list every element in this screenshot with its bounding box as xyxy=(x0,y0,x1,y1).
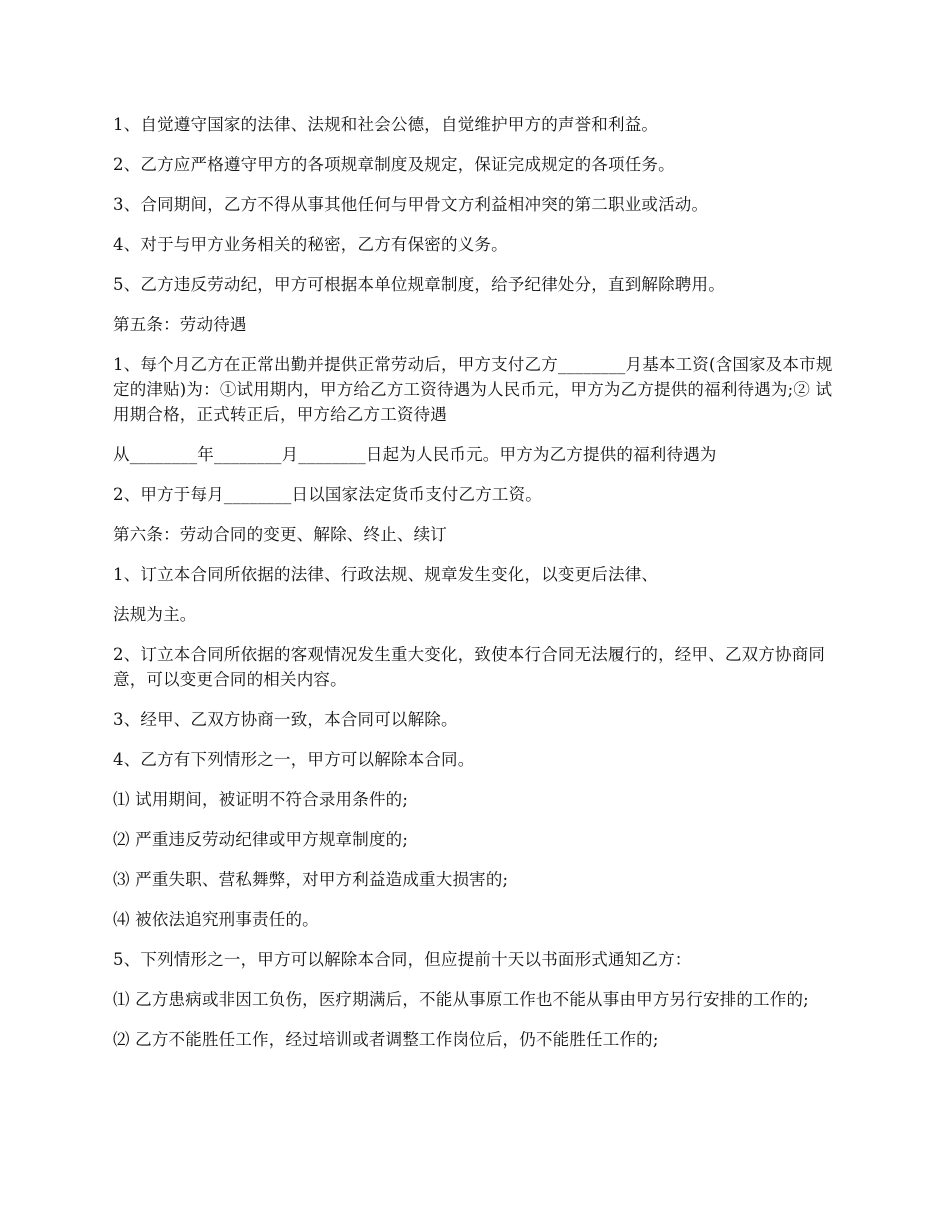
list-item-5-2: ⑵ 乙方不能胜任工作，经过培训或者调整工作岗位后，仍不能胜任工作的; xyxy=(113,1030,659,1049)
list-item-5-1: ⑴ 乙方患病或非因工负伤，医疗期满后，不能从事原工作也不能从事由甲方另行安排的工作的; xyxy=(113,990,809,1009)
paragraph-duty-2: 2、乙方应严格遵守甲方的各项规章制度及规定，保证完成规定的各项任务。 xyxy=(113,155,675,174)
paragraph-duty-3: 3、合同期间，乙方不得从事其他任何与甲骨文方利益相冲突的第二职业或活动。 xyxy=(113,195,709,214)
paragraph-salary-date: 从________年________月________日起为人民币元。甲方为乙方提供的福利待遇为 xyxy=(113,445,717,464)
paragraph-salary-1: 1、每个月乙方在正常出勤并提供正常劳动后，甲方支付乙方________月基本工资(含国家及本市规定的津贴)为：①试用期内，甲方给乙方工资待遇为人民币元，甲方为乙方提供的福利待遇为;② 试用期合格，正式转正后，甲方给乙方工资待遇 xyxy=(113,355,833,424)
section-heading-article-6: 第六条：劳动合同的变更、解除、终止、续订 xyxy=(113,525,447,544)
paragraph-change-1-cont: 法规为主。 xyxy=(113,605,197,624)
paragraph-salary-2: 2、甲方于每月________日以国家法定货币支付乙方工资。 xyxy=(113,485,542,504)
paragraph-change-2: 2、订立本合同所依据的客观情况发生重大变化，致使本行合同无法履行的，经甲、乙双方协商同意，可以变更合同的相关内容。 xyxy=(113,645,826,689)
list-item-4-4: ⑷ 被依法追究刑事责任的。 xyxy=(113,910,319,929)
section-heading-article-5: 第五条：劳动待遇 xyxy=(113,315,247,334)
paragraph-change-3: 3、经甲、乙双方协商一致，本合同可以解除。 xyxy=(113,710,458,729)
paragraph-change-1: 1、订立本合同所依据的法律、行政法规、规章发生变化，以变更后法律、 xyxy=(113,565,659,584)
paragraph-change-4: 4、乙方有下列情形之一，甲方可以解除本合同。 xyxy=(113,750,475,769)
list-item-4-2: ⑵ 严重违反劳动纪律或甲方规章制度的; xyxy=(113,830,409,849)
paragraph-change-5: 5、下列情形之一，甲方可以解除本合同，但应提前十天以书面形式通知乙方： xyxy=(113,950,692,969)
list-item-4-1: ⑴ 试用期间，被证明不符合录用条件的; xyxy=(113,790,409,809)
paragraph-duty-1: 1、自觉遵守国家的法律、法规和社会公德，自觉维护甲方的声誉和利益。 xyxy=(113,115,659,134)
paragraph-duty-4: 4、对于与甲方业务相关的秘密，乙方有保密的义务。 xyxy=(113,235,508,254)
list-item-4-3: ⑶ 严重失职、营私舞弊，对甲方利益造成重大损害的; xyxy=(113,870,509,889)
document-body xyxy=(113,112,848,1067)
paragraph-duty-5: 5、乙方违反劳动纪，甲方可根据本单位规章制度，给予纪律处分，直到解除聘用。 xyxy=(113,275,725,294)
